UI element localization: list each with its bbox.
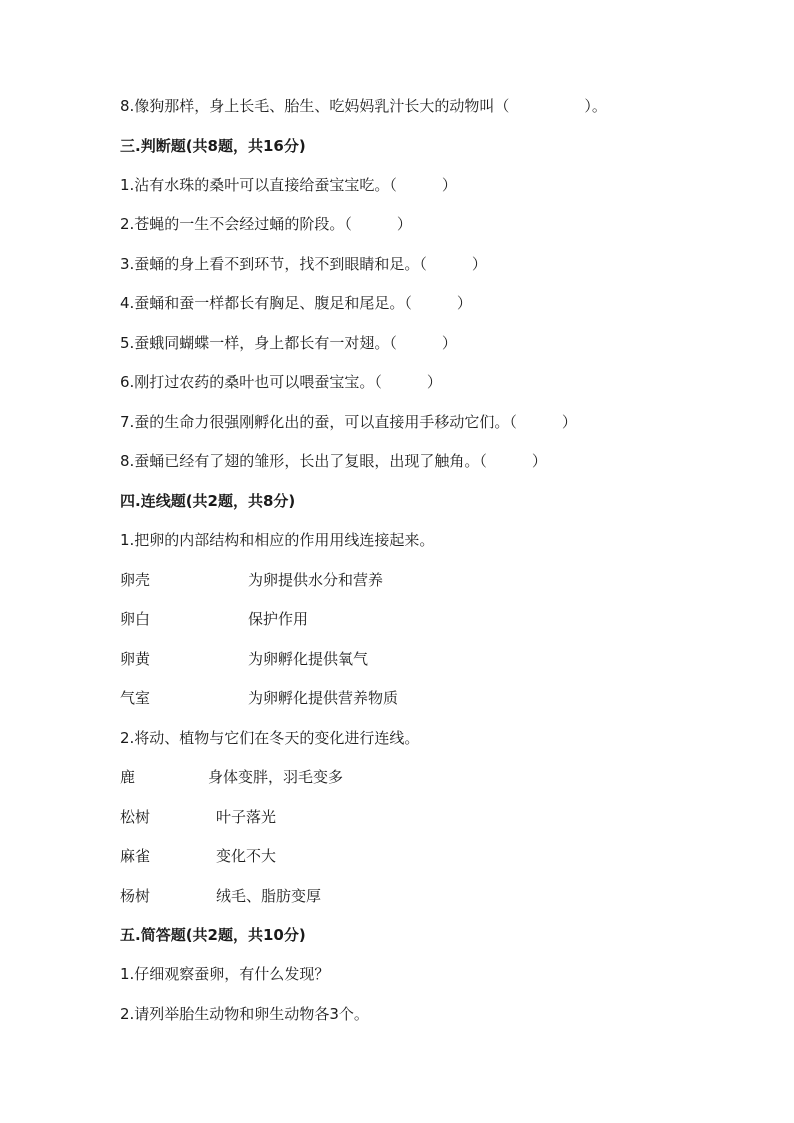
section-4-title: 四.连线题(共2题，共8分) <box>120 492 296 510</box>
judge-question-8: 8.蚕蛹已经有了翅的雏形，长出了复眼，出现了触角。（ ） <box>120 452 547 470</box>
short-answer-question-1: 1.仔细观察蚕卵，有什么发现？ <box>120 965 330 983</box>
judge-question-4: 4.蚕蛹和蚕一样都长有胸足、腹足和尾足。（ ） <box>120 294 472 312</box>
match1-left-item: 气室 <box>120 689 151 707</box>
short-answer-question-2: 2.请列举胎生动物和卵生动物各3个。 <box>120 1005 369 1023</box>
match-question-2-prompt: 2.将动、植物与它们在冬天的变化进行连线。 <box>120 729 420 747</box>
judge-question-2: 2.苍蝇的一生不会经过蛹的阶段。（ ） <box>120 215 412 233</box>
match2-left-item: 杨树 <box>120 887 151 905</box>
match1-left-item: 卵白 <box>120 610 151 628</box>
match2-right-item: 绒毛、脂肪变厚 <box>216 887 322 905</box>
judge-question-1: 1.沾有水珠的桑叶可以直接给蚕宝宝吃。（ ） <box>120 176 457 194</box>
fill-question-8: 8.像狗那样，身上长毛、胎生、吃妈妈乳汁长大的动物叫（ ）。 <box>120 97 607 115</box>
match2-left-item: 鹿 <box>120 768 136 786</box>
match1-left-item: 卵黄 <box>120 650 151 668</box>
match1-left-item: 卵壳 <box>120 571 151 589</box>
match1-right-item: 保护作用 <box>248 610 309 628</box>
judge-question-5: 5.蚕蛾同蝴蝶一样，身上都长有一对翅。（ ） <box>120 334 457 352</box>
match-question-1-prompt: 1.把卵的内部结构和相应的作用用线连接起来。 <box>120 531 435 549</box>
match2-left-item: 麻雀 <box>120 847 151 865</box>
match1-right-item: 为卵孵化提供营养物质 <box>248 689 399 707</box>
judge-question-7: 7.蚕的生命力很强刚孵化出的蚕，可以直接用手移动它们。（ ） <box>120 413 577 431</box>
match2-right-item: 变化不大 <box>216 847 277 865</box>
match2-left-item: 松树 <box>120 808 151 826</box>
match2-right-item: 叶子落光 <box>216 808 277 826</box>
match1-right-item: 为卵提供水分和营养 <box>248 571 384 589</box>
match1-right-item: 为卵孵化提供氧气 <box>248 650 369 668</box>
judge-question-6: 6.刚打过农药的桑叶也可以喂蚕宝宝。（ ） <box>120 373 442 391</box>
section-3-title: 三.判断题(共8题，共16分) <box>120 137 306 155</box>
match2-right-item: 身体变胖，羽毛变多 <box>208 768 344 786</box>
judge-question-3: 3.蚕蛹的身上看不到环节，找不到眼睛和足。（ ） <box>120 255 487 273</box>
section-5-title: 五.简答题(共2题，共10分) <box>120 926 306 944</box>
